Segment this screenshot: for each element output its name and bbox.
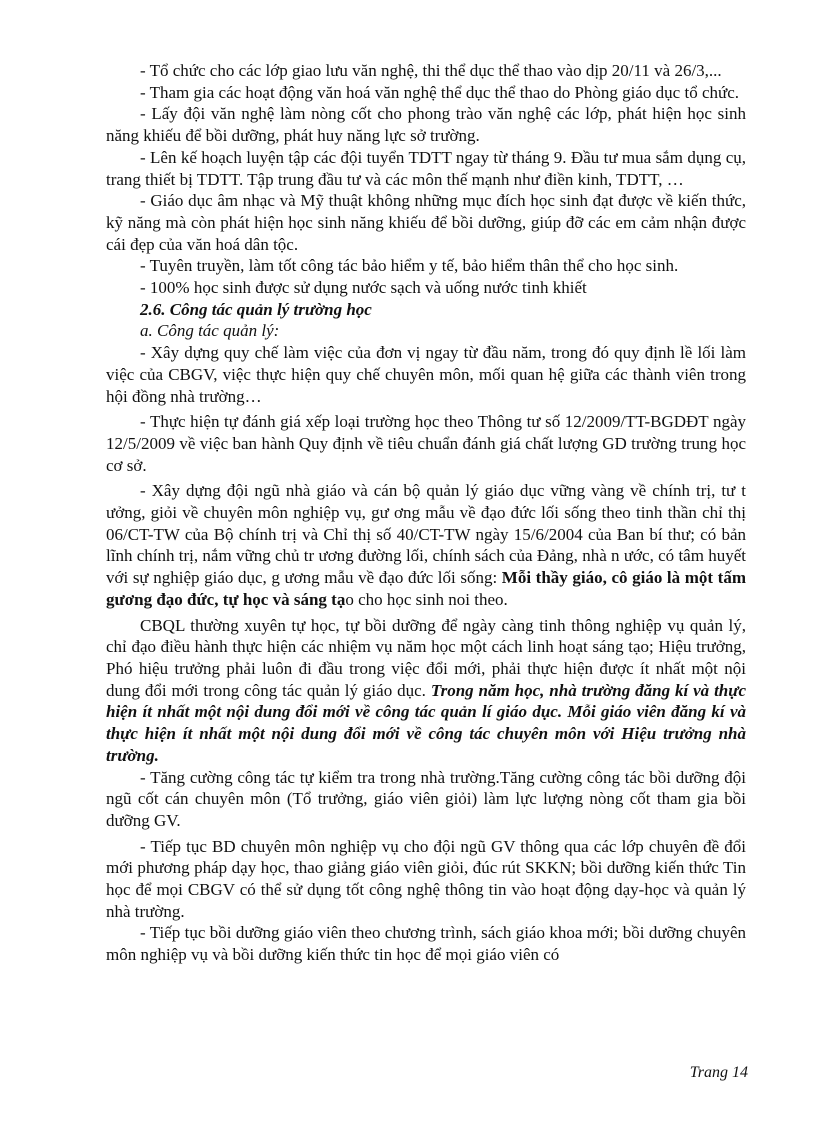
paragraph-11-bold-italic: Trong năm học, nhà trường đăng kí và thực hiện ít nhất một nội dung đổi mới về công tác quản lí giáo dục. Mỗi giáo viên đăng kí và thực hiện ít nhất một nội dung đổi mới về công tác chuyên môn với Hiệu trưởng nhà trường.	[106, 680, 746, 765]
paragraph-9: - Thực hiện tự đánh giá xếp loại trường học theo Thông tư số 12/2009/TT-BGDĐT ngày 12/5/2009 về việc ban hành Quy định về tiêu chuẩn đánh giá chất lượng GD trường trung học cơ sở.	[106, 412, 746, 475]
paragraph-12: - Tăng cường công tác tự kiểm tra trong nhà trường.Tăng cường công tác bồi dưỡng đội ngũ cốt cán chuyên môn (Tổ trưởng, giáo viên giỏi) làm lực lượng nòng cốt tham gia bồi dưỡng GV.	[106, 767, 746, 830]
page-number: Trang 14	[689, 1064, 748, 1081]
paragraph-10	[106, 480, 746, 610]
document-page	[106, 60, 746, 966]
paragraph-13: - Tiếp tục BD chuyên môn nghiệp vụ cho đội ngũ GV thông qua các lớp chuyên đề đổi mới phương pháp dạy học, thao giảng giáo viên giỏi, đúc rút SKKN; bồi dưỡng kiến thức Tin học để mọi CBGV có thể sử dụng tốt công nghệ thông tin vào hoạt động dạy-học và quản lý nhà trường.	[106, 836, 746, 921]
paragraph-6: - Tuyên truyền, làm tốt công tác bảo hiểm y tế, bảo hiểm thân thể cho học sinh.	[140, 256, 679, 276]
paragraph-11-text: CBQL thường xuyên tự học, tự bồi dưỡng để ngày càng tinh thông nghiệp vụ quản lý, chỉ đạo điều hành thực hiện các nhiệm vụ năm học một cách linh hoạt sáng tạo; Hiệu trưởng, Phó hiệu trưởng phải luôn đi đầu trong việc đổi mới, phải thực hiện được ít nhất một nội dung đổi mới trong công tác quản lý giáo dục.	[106, 615, 746, 700]
paragraph-7: - 100% học sinh được sử dụng nước sạch và uống nước tinh khiết	[140, 278, 587, 298]
paragraph-10-bold: Mỗi thầy giáo, cô giáo là một tấm gương đạo đức, tự học và sáng tạ	[106, 568, 746, 609]
section-subheading: a. Công tác quản lý:	[140, 321, 280, 341]
paragraph-1: - Tổ chức cho các lớp giao lưu văn nghệ, thi thể dục thể thao vào dịp 20/11 và 26/3,...	[140, 61, 722, 80]
paragraph-10-text: - Xây dựng đội ngũ nhà giáo và cán bộ quản lý giáo dục vững vàng về chính trị, tư t ưởng, giỏi về chuyên môn nghiệp vụ, gư ơng mẫu về đạo đức lối sống theo tinh thần chỉ thị 06/CT-TW của Bộ chính trị và Chỉ thị số 40/CT-TW ngày 15/6/2004 của Ban bí thư; có bản lĩnh chính trị, nắm vững chủ tr ương đường lối, chính sách của Đảng, nhà n ước, có tâm huyết với sự nghiệp giáo dục, g ương mẫu về đạo đức lối sống:	[106, 481, 746, 588]
paragraph-4: - Lên kế hoạch luyện tập các đội tuyển TDTT ngay từ tháng 9. Đầu tư mua sắm dụng cụ, trang thiết bị TDTT. Tập trung đầu tư và các môn thế mạnh như điền kinh, TDTT, …	[106, 147, 746, 189]
section-heading: 2.6. Công tác quản lý trường học	[140, 299, 372, 319]
paragraph-10-tail: o cho học sinh noi theo.	[345, 589, 508, 609]
paragraph-14: - Tiếp tục bồi dưỡng giáo viên theo chương trình, sách giáo khoa mới; bồi dưỡng chuyên môn nghiệp vụ và bồi dưỡng kiến thức tin học để mọi giáo viên có	[106, 923, 746, 965]
paragraph-8: - Xây dựng quy chế làm việc của đơn vị ngay từ đầu năm, trong đó quy định lề lối làm việc của CBGV, việc thực hiện quy chế chuyên môn, mối quan hệ giữa các thành viên trong hội đồng nhà trường…	[106, 343, 746, 406]
paragraph-11	[106, 615, 746, 767]
paragraph-3: - Lấy đội văn nghệ làm nòng cốt cho phong trào văn nghệ các lớp, phát hiện học sinh năng khiếu để bồi dưỡng, phát huy năng lực sở trường.	[106, 104, 746, 146]
paragraph-2: - Tham gia các hoạt động văn hoá văn nghệ thể dục thể thao do Phòng giáo dục tổ chức.	[140, 82, 740, 102]
paragraph-5: - Giáo dục âm nhạc và Mỹ thuật không những mục đích học sinh đạt được về kiến thức, kỹ năng mà còn phát hiện học sinh năng khiếu để bồi dưỡng, giúp đỡ các em cảm nhận được cái đẹp của văn hoá dân tộc.	[106, 191, 746, 254]
